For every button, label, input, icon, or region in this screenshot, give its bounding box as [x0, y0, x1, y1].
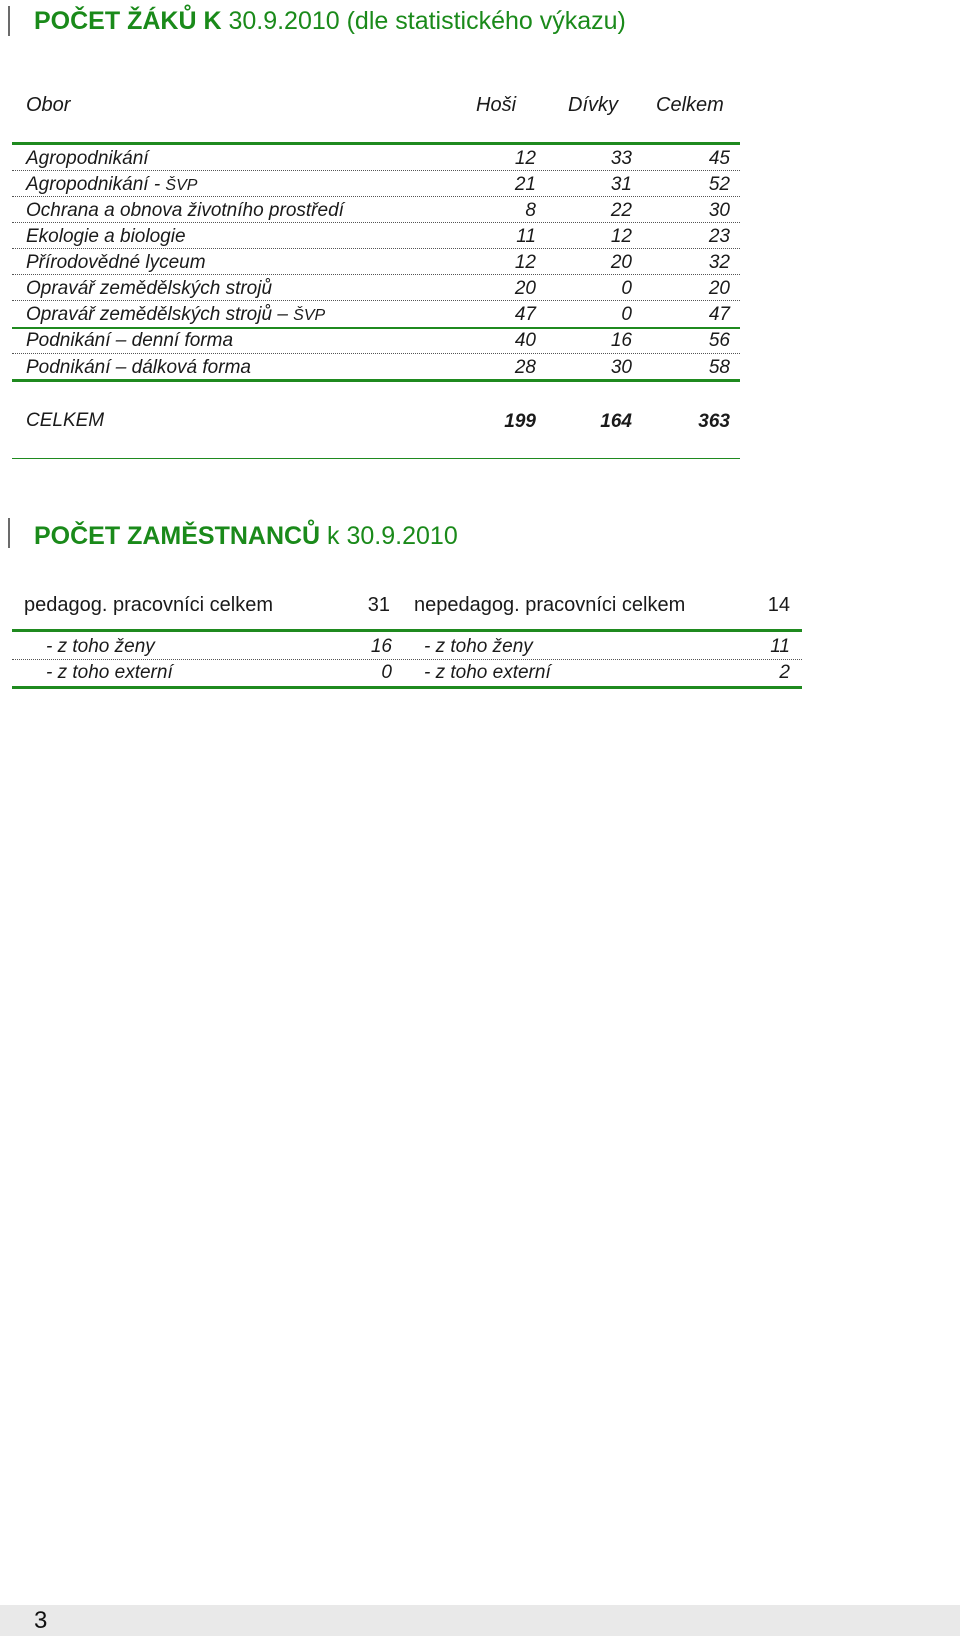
row-divky: 0 [621, 278, 632, 299]
row-suffix: ŠVP [293, 307, 326, 324]
row-hosi: 12 [514, 252, 536, 273]
row-name: Opravář zemědělských strojů – [26, 304, 294, 325]
row-hosi: 28 [514, 357, 536, 378]
col-header-hosi: Hoši [476, 94, 517, 116]
row-name: Podnikání – denní forma [26, 330, 234, 351]
row-divky: 12 [610, 226, 632, 247]
row-obor [26, 148, 149, 171]
row-divky: 0 [621, 304, 632, 325]
row-celkem: 20 [708, 278, 730, 299]
students-heading-bold: POČET ŽÁKŮ K [34, 7, 222, 35]
table-bottom-rule [12, 458, 740, 459]
staff-bottom-rule [12, 686, 802, 689]
col-header-obor: Obor [26, 94, 71, 116]
row-celkem: 52 [708, 174, 730, 195]
row-name: Podnikání – dálková forma [26, 357, 251, 378]
row-obor [26, 330, 233, 353]
row-separator [12, 196, 740, 197]
row-separator [12, 353, 740, 354]
col-header-celkem: Celkem [656, 94, 724, 116]
ped-label: pedagog. pracovníci celkem [24, 594, 274, 616]
row-obor [26, 278, 272, 301]
staff-right-label: - z toho ženy [424, 636, 533, 657]
row-suffix: ŠVP [165, 177, 198, 194]
total-top-rule [12, 379, 740, 382]
row-separator [12, 222, 740, 223]
total-hosi: 199 [504, 411, 536, 432]
row-divky: 31 [610, 174, 632, 195]
row-celkem: 30 [708, 200, 730, 221]
row-hosi: 47 [514, 304, 536, 325]
heading-marker [8, 518, 10, 548]
row-separator [12, 274, 740, 275]
row-hosi: 12 [514, 148, 536, 169]
row-celkem: 58 [708, 357, 730, 378]
row-celkem: 45 [708, 148, 730, 169]
row-name: Ekologie a biologie [26, 226, 186, 247]
total-celkem: 363 [698, 411, 730, 432]
total-label: CELKEM [26, 410, 105, 431]
row-hosi: 20 [514, 278, 536, 299]
row-hosi: 21 [514, 174, 536, 195]
row-divky: 20 [610, 252, 632, 273]
row-divky: 16 [610, 330, 632, 351]
row-divky: 33 [610, 148, 632, 169]
total-divky: 164 [600, 411, 632, 432]
staff-right-value: 2 [779, 662, 790, 683]
row-hosi: 40 [514, 330, 536, 351]
staff-right-value: 11 [770, 636, 790, 657]
row-obor [26, 304, 325, 327]
row-name: Opravář zemědělských strojů [26, 278, 273, 299]
row-celkem: 47 [708, 304, 730, 325]
row-celkem: 32 [708, 252, 730, 273]
row-name: Agropodnikání - [26, 174, 166, 195]
students-heading-rest: 30.9.2010 (dle statistického výkazu) [221, 7, 626, 35]
row-divky: 30 [610, 357, 632, 378]
staff-left-value: 16 [370, 636, 392, 657]
staff-left-label: - z toho ženy [46, 636, 155, 657]
neped-total: 14 [767, 594, 790, 616]
heading-marker [8, 6, 10, 36]
row-obor [26, 200, 344, 223]
staff-top-rule [12, 629, 802, 632]
ped-total: 31 [367, 594, 390, 616]
row-hosi: 8 [525, 200, 536, 221]
page-number: 3 [34, 1607, 48, 1634]
staff-left-label: - z toho externí [46, 662, 173, 683]
row-celkem: 23 [708, 226, 730, 247]
staff-heading-bold: POČET ZAMĚSTNANCŮ [34, 522, 321, 550]
row-separator [12, 170, 740, 171]
row-separator [12, 659, 802, 660]
staff-left-value: 0 [381, 662, 392, 683]
staff-right-label: - z toho externí [424, 662, 551, 683]
row-name: Agropodnikání [26, 148, 149, 169]
row-hosi: 11 [516, 226, 536, 247]
staff-heading [34, 521, 458, 551]
row-celkem: 56 [708, 330, 730, 351]
row-name: Ochrana a obnova životního prostředí [26, 200, 344, 221]
row-separator [12, 248, 740, 249]
row-separator [12, 300, 740, 301]
row-obor [26, 252, 206, 275]
row-obor [26, 357, 251, 380]
page-footer [0, 1605, 960, 1636]
table-top-rule [12, 142, 740, 145]
row-name: Přírodovědné lyceum [26, 252, 206, 273]
row-obor [26, 174, 197, 197]
col-header-divky: Dívky [568, 94, 618, 116]
students-heading [34, 6, 626, 36]
row-obor [26, 226, 186, 249]
neped-label: nepedagog. pracovníci celkem [414, 594, 686, 616]
staff-heading-rest: k 30.9.2010 [320, 522, 458, 550]
group-separator [12, 327, 740, 329]
row-divky: 22 [610, 200, 632, 221]
